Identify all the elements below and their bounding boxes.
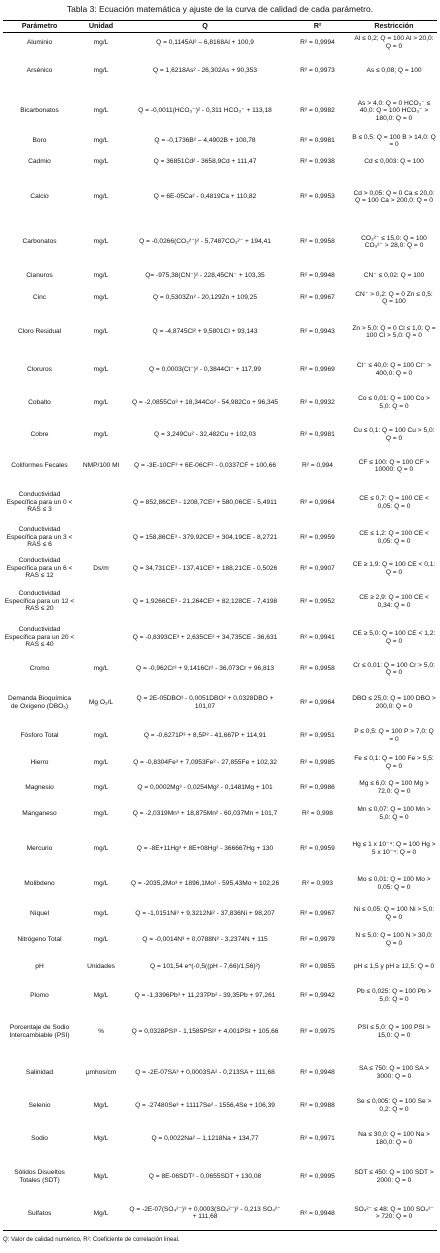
restriction-cell: Cl⁻ ≤ 40,0: Q = 100 Cl⁻ > 400,0: Q = 0: [356, 362, 432, 377]
table-row: [3, 220, 437, 265]
restriction-cell: SDT ≤ 450: Q = 100 SDT > 2000: Q = 0: [354, 1169, 434, 1184]
table-row: [3, 983, 437, 1009]
unit-cell: [76, 484, 126, 522]
equation-cell: Q = 36851Cd² - 3658,9Cd + 111,47: [153, 158, 257, 166]
equation-cell: Q = 1,6218As² - 26,302As + 90,353: [152, 67, 258, 75]
restriction-cell: Cr ≤ 0,01: Q = 100 Cr > 5,0: Q = 0: [353, 661, 435, 676]
r2-cell: R² = 0,9959: [300, 533, 335, 541]
param-cell: Selenio: [28, 1101, 51, 1109]
unit-cell: Mg/L: [93, 991, 109, 999]
unit-cell: mg/L: [93, 193, 109, 201]
restriction-cell: CE ≤ 1,2: Q = 100 CE < 0,05: Q = 0: [359, 530, 429, 545]
r2-cell: R² = 0,9907: [300, 564, 335, 572]
param-cell: Cianuros: [26, 271, 53, 279]
equation-cell: Q = -0,0011(HCO₃⁻)² - 0,311 HCO₃⁻ + 113,18: [138, 107, 272, 115]
restriction-cell: SO₄²⁻ ≤ 48: Q = 100 SO₄²⁻ > 720: Q = 0: [351, 1197, 437, 1231]
r2-cell: R² = 0,9967: [300, 909, 335, 917]
equation-cell: Q = -2,0319Mn³ + 18,875Mn² - 60,037Mn + 101,7: [132, 809, 278, 817]
table-row: [3, 522, 437, 554]
equation-cell: Q = -0,0266(CO₃²⁻)² - 5,7487CO₃²⁻ + 194,41: [139, 238, 271, 246]
header-parameter: Parámetro: [3, 21, 76, 33]
param-cell: Molibdeno: [24, 879, 55, 887]
param-cell: Sodio: [31, 1134, 48, 1142]
equation-cell: Q = 34,731CE³ - 137,41CE² + 188,21CE - 0,5026: [132, 564, 278, 572]
table-row: [3, 929, 437, 951]
param-cell: Sólidos Disueltos Totales (SDT): [14, 1169, 65, 1184]
param-cell: Níquel: [29, 909, 50, 917]
param-cell: Carbonatos: [22, 238, 57, 246]
param-cell: Arsénico: [26, 67, 53, 75]
unit-cell: mg/L: [93, 879, 109, 887]
equation-cell: Q = -2E-07SA³ + 0,0003SA² - 0,213SA + 111,68: [135, 1068, 275, 1076]
unit-cell: mg/L: [93, 398, 109, 406]
equation-cell: Q = -0,6271P³ + 8,5P² - 41,667P + 114,91: [143, 731, 267, 739]
restriction-cell: Fe ≤ 0,1: Q = 100 Fe > 5,5: Q = 0: [354, 755, 434, 770]
table-row: [3, 53, 437, 90]
restriction-cell: CE ≥ 5,0: Q = 100 CE < 1,2: Q = 0: [352, 630, 436, 645]
param-cell: Bicarbonatos: [20, 107, 59, 115]
r2-cell: R² = 0,994: [302, 462, 333, 470]
restriction-cell: CE ≤ 0,7: Q = 100 CE < 0,05: Q = 0: [359, 495, 429, 510]
r2-cell: R² = 0,9958: [300, 238, 335, 246]
restriction-cell: Co ≤ 0,01: Q = 100 Co > 5,0: Q = 0: [358, 395, 430, 410]
r2-cell: R² = 0,9964: [300, 498, 335, 506]
unit-cell: Mg O₂/L: [88, 698, 114, 706]
table-row: [3, 265, 437, 287]
equation-cell: Q = -4,8745Cl² + 9,5801Cl + 93,143: [152, 328, 258, 336]
r2-cell: R² = 0,9941: [300, 633, 335, 641]
table-row: [3, 656, 437, 683]
table-header-row: [3, 21, 437, 33]
equation-cell: Q = 158,86CE³ - 379,92CE² + 304,19CE - 8,2721: [132, 533, 278, 541]
unit-cell: mg/L: [93, 909, 109, 917]
equation-cell: Q = -0,1736B² – 4,4902B + 100,78: [154, 137, 256, 145]
restriction-cell: DBO ≤ 25,0: Q = 100 DBO > 200,0: Q = 0: [352, 695, 436, 710]
equation-cell: Q = 0,1145Al² – 6,8168Al + 100,9: [156, 39, 254, 47]
r2-cell: R² = 0,9948: [300, 271, 335, 279]
equation-cell: Q = 0,0002Mg³ - 0,0254Mg² - 0,1481Mg + 101: [137, 783, 273, 791]
equation-cell: Q = -2E-07(SO₄²⁻)³ + 0,0003(SO₄²⁻)² - 0,213 SO₄²⁻ + 111,68: [126, 1197, 284, 1231]
table-row: [3, 683, 437, 723]
unit-cell: %: [98, 1027, 104, 1035]
restriction-cell: CN⁻ ≤ 0,02: Q = 100: [363, 271, 425, 279]
table-row: [3, 421, 437, 449]
param-cell: Cinc: [32, 294, 47, 302]
table-row: [3, 150, 437, 175]
r2-cell: R² = 0,9932: [300, 398, 335, 406]
r2-cell: R² = 0,9952: [300, 597, 335, 605]
table-row: [3, 90, 437, 133]
table-row: [3, 777, 437, 799]
table-footnote: Q: Valor de calidad numérico, R²: Coeficiente de correlación lineal.: [3, 1237, 180, 1243]
header-r2: R²: [284, 21, 351, 33]
r2-cell: R² = 0,9981: [300, 430, 335, 438]
restriction-cell: As ≤ 0,08; Q = 100: [366, 67, 422, 75]
equation-cell: Q = 2E-05DBO³ - 0,0051DBO² + 0,0328DBO + 101,07: [136, 695, 274, 710]
equation-cell: Q = -27480Se³ + 11117Se² - 1556,4Se + 106,39: [135, 1101, 275, 1109]
table-row: [3, 1091, 437, 1121]
unit-cell: mg/L: [93, 328, 109, 336]
table-row: [3, 799, 437, 829]
equation-cell: Q= -975,38(CN⁻)² - 228,45CN⁻ + 103,35: [145, 271, 265, 279]
restriction-cell: Mg ≤ 6,0: Q = 100 Mg > 72,0: Q = 0: [359, 780, 429, 795]
r2-cell: R² = 0,9981: [300, 137, 335, 145]
unit-cell: mg/L: [93, 158, 109, 166]
restriction-cell: Cd > 0,05: Q = 0 Ca ≤ 20,0: Q = 100 Ca > 200,0: Q = 0: [353, 189, 435, 204]
r2-cell: R² = 0,9975: [300, 1027, 335, 1035]
table-row: [3, 385, 437, 421]
unit-cell: mg/L: [93, 935, 109, 943]
equation-cell: Q = -2035,2Mo³ + 1896,1Mo² - 595,43Mo + 102,26: [130, 879, 280, 887]
equation-cell: Q = -1,0151Ni³ + 9,3212Ni² - 37,836Ni + 98,207: [135, 909, 275, 917]
r2-cell: R² = 0,9979: [300, 935, 335, 943]
param-cell: Plomo: [30, 991, 49, 999]
param-cell: Sulfatos: [3, 1197, 76, 1231]
restriction-cell: Na ≤ 30,0: Q = 100 Na > 180,0: Q = 0: [358, 1131, 430, 1146]
restriction-cell: Cu ≤ 0,1: Q = 100 Cu > 5,0: Q = 0: [353, 427, 435, 442]
r2-cell: R² = 0,9995: [300, 1172, 335, 1180]
restriction-cell: As > 4,0: Q = 0 HCO₃⁻ ≤ 40,0: Q = 100 HCO₃⁻ > 180,0: Q = 0: [357, 99, 431, 122]
r2-cell: R² = 0,9855: [300, 962, 335, 970]
param-cell: Manganeso: [22, 809, 57, 817]
unit-cell: mg/L: [93, 107, 109, 115]
restriction-cell: Ni ≤ 0,05: Q = 100 Ni > 5,0: Q = 0: [353, 906, 435, 921]
r2-cell: R² = 0,9958: [300, 665, 335, 673]
param-cell: Nitrógeno Total: [17, 935, 62, 943]
restriction-cell: Hg ≤ 1 x 10⁻⁴: Q = 100 Hg > 5 x 10⁻⁴: Q = 0: [352, 841, 436, 856]
equation-cell: Q = 3,249Cu² - 32,482Cu + 102,03: [154, 430, 256, 438]
header-equation: Q: [126, 21, 284, 33]
table-row: [3, 1055, 437, 1091]
restriction-cell: Zn > 5,0: Q = 0 Cl ≤ 1,0: Q = 100 Cl > 5,0: Q = 0: [352, 324, 436, 339]
unit-cell: mg/L: [93, 731, 109, 739]
equation-cell: Q = 0,0328PSI³ - 1,1585PSI² + 4,001PSI + 105,66: [131, 1027, 279, 1035]
unit-cell: mg/L: [93, 365, 109, 373]
r2-cell: R² = 0,9948: [300, 1068, 335, 1076]
unit-cell: [76, 584, 126, 620]
equation-cell: Q = -0,8304Fe³ + 7,0953Fe² - 27,855Fe + 102,32: [133, 758, 277, 766]
unit-cell: mg/L: [93, 271, 109, 279]
param-cell: Cadmio: [28, 158, 51, 166]
table-row: [3, 554, 437, 584]
unit-cell: Unidades: [87, 962, 115, 970]
r2-cell: R² = 0,9942: [300, 991, 335, 999]
r2-cell: R² = 0,9994: [300, 39, 335, 47]
table-row: [3, 133, 437, 150]
table-row: [3, 355, 437, 385]
equation-cell: Q = -1,3396Pb³ + 11,237Pb² - 39,35Pb + 97,261: [134, 991, 276, 999]
param-cell: Conductividad Específica para un 20 < RAS ≤ 40: [4, 626, 75, 649]
table-row: [3, 584, 437, 620]
table-row: [3, 951, 437, 983]
param-cell: Boro: [32, 137, 47, 145]
unit-cell: [76, 620, 126, 656]
restriction-cell: N ≤ 5,0: Q = 100 N > 30,0: Q = 0: [355, 932, 433, 947]
unit-cell: mg/L: [93, 758, 109, 766]
equation-cell: Q = -2,0855Co³ + 18,344Co² - 54,982Co + 96,345: [131, 398, 279, 406]
param-cell: Mercurio: [26, 844, 53, 852]
r2-cell: R² = 0,9973: [300, 67, 335, 75]
table-row: [3, 1009, 437, 1055]
param-cell: Hierro: [30, 758, 49, 766]
unit-cell: mg/L: [93, 430, 109, 438]
param-cell: Fósforo Total: [20, 731, 59, 739]
restriction-cell: CE ≥ 2,9: Q = 100 CE < 0,34: Q = 0: [359, 594, 429, 609]
param-cell: Cloro Residual: [17, 328, 62, 336]
param-cell: Conductividad Específica para un 3 < RAS ≤ 6: [6, 526, 73, 549]
param-cell: Conductividad Específica para un 6 < RAS ≤ 12: [6, 557, 73, 580]
param-cell: Cobalto: [28, 398, 51, 406]
param-cell: Cromo: [29, 665, 50, 673]
unit-cell: µmhos/cm: [85, 1068, 117, 1076]
param-cell: Cobre: [30, 430, 49, 438]
equation-cell: Q = 6E-05Ca² - 0,4819Ca + 110,82: [153, 193, 257, 201]
restriction-cell: SA ≤ 750: Q = 100 SA > 3000: Q = 0: [359, 1065, 429, 1080]
r2-cell: R² = 0,9982: [300, 107, 335, 115]
restriction-cell: CE ≥ 1,9: Q = 100 CE < 0,1: Q = 0: [352, 561, 436, 576]
equation-cell: Q = -0,962Cr³ + 9,1416Cr² - 36,073Cr + 96,813: [136, 665, 274, 673]
table-row: [3, 899, 437, 929]
unit-cell: mg/L: [93, 67, 109, 75]
header-restriction: Restricción: [351, 21, 437, 33]
equation-cell: Q = 0,0003(Cl⁻)² - 0,3844Cl⁻ + 117,99: [148, 365, 262, 373]
equation-cell: Q = -0,0014N³ + 0,0788N² - 3,2374N + 115: [142, 935, 268, 943]
table-row: [3, 829, 437, 869]
restriction-cell: pH ≤ 1,5 y pH ≥ 12,5: Q = 0: [353, 962, 435, 970]
table-caption: Tabla 3: Ecuación matemática y ajuste de la curva de calidad de cada parámetro.: [66, 4, 374, 14]
param-cell: Salinidad: [25, 1068, 54, 1076]
unit-cell: mg/L: [93, 809, 109, 817]
restriction-cell: CO₃²⁻ ≤ 15,0: Q = 100 CO₃²⁻ > 28,0: Q = 0: [361, 234, 427, 249]
r2-cell: R² = 0,9953: [300, 193, 335, 201]
restriction-cell: Cd ≤ 0,003: Q = 100: [364, 158, 424, 166]
restriction-cell: Pb ≤ 0,025: Q = 100 Pb > 5,0: Q = 0: [356, 988, 432, 1003]
table-body: [3, 33, 437, 1231]
equation-cell: Q = -3E-10CF³ + 6E-06CF² - 0,0337CF + 100,66: [133, 462, 276, 470]
r2-cell: R² = 0,9971: [300, 1134, 335, 1142]
unit-cell: Ds/m: [93, 564, 109, 572]
param-cell: pH: [35, 962, 44, 970]
restriction-cell: B ≤ 0,5: Q = 100 B > 14,0: Q = 0: [352, 133, 436, 148]
param-cell: Magnesio: [25, 783, 54, 791]
restriction-cell: Al ≤ 0,2; Q = 100 Al > 20,0: Q = 0: [354, 35, 434, 50]
unit-cell: mg/L: [93, 294, 109, 302]
table-row: [3, 869, 437, 899]
table-row: [3, 449, 437, 484]
restriction-cell: Mo ≤ 0,01: Q = 100 Mo > 0,05: Q = 0: [357, 876, 431, 891]
param-cell: Coliformes Fecales: [11, 462, 68, 470]
unit-cell: mg/L: [93, 39, 109, 47]
param-cell: Conductividad Específica para un 12 < RAS ≤ 20: [4, 590, 75, 613]
r2-cell: R² = 0,9986: [300, 783, 335, 791]
param-cell: Porcentaje de Sodio Intercambiable (PSI): [9, 1024, 70, 1039]
unit-cell: mg/L: [93, 137, 109, 145]
r2-cell: R² = 0,9969: [300, 365, 335, 373]
r2-cell: R² = 0,9951: [300, 731, 335, 739]
unit-cell: NMP/100 Ml: [82, 462, 120, 470]
quality-curve-table: [3, 20, 437, 1231]
param-cell: Aluminio: [26, 39, 53, 47]
equation-cell: Q = 101,54 e^(-0,5((pH - 7,66)/1,56)²): [150, 962, 260, 970]
table-row: [3, 749, 437, 777]
r2-cell: R² = 0,9943: [300, 328, 335, 336]
restriction-cell: CN⁻ > 0,2: Q = 0 Zn ≤ 0,5: Q = 100: [355, 290, 433, 305]
table-row: [3, 1121, 437, 1157]
unit-cell: mg/L: [93, 665, 109, 673]
table-row: [3, 33, 437, 53]
unit-cell: mg/L: [93, 844, 109, 852]
restriction-cell: PSI ≤ 5,0: Q = 100 PSI > 15,0: Q = 0: [357, 1024, 431, 1039]
r2-cell: R² = 0,993: [302, 879, 333, 887]
param-cell: Cloruros: [27, 365, 52, 373]
header-unit: Unidad: [76, 21, 126, 33]
r2-cell: R² = 0,9988: [300, 1101, 335, 1109]
table-row: [3, 287, 437, 310]
restriction-cell: Mn ≤ 0,07: Q = 100 Mn > 5,0: Q = 0: [357, 806, 431, 821]
equation-cell: Q = 0,5303Zn² - 20,129Zn + 109,25: [152, 294, 258, 302]
table-row: [3, 1197, 437, 1231]
table-row: [3, 723, 437, 749]
table-row: [3, 310, 437, 355]
param-cell: Calcio: [30, 193, 49, 201]
unit-cell: mg/L: [93, 238, 109, 246]
restriction-cell: P ≤ 0,5: Q = 100 P > 7,0: Q = 0: [354, 728, 434, 743]
unit-cell: [76, 522, 126, 554]
table-row: [3, 1157, 437, 1197]
r2-cell: R² = 0,9964: [300, 698, 335, 706]
restriction-cell: CF ≤ 100: Q = 100 CF > 10000: Q = 0: [358, 458, 430, 473]
equation-cell: Q = -8E+11Hg³ + 8E+08Hg² - 366667Hg + 130: [136, 844, 274, 852]
table-row: [3, 484, 437, 522]
unit-cell: Mg/L: [93, 1134, 109, 1142]
equation-cell: Q = 1,9266CE³ - 21,264CE² + 82,128CE - 7,4198: [132, 597, 278, 605]
unit-cell: Mg/L: [93, 1101, 109, 1109]
restriction-cell: Se ≤ 0,005: Q = 100 Se > 0,2: Q = 0: [356, 1098, 432, 1113]
r2-cell: R² = 0,9948: [284, 1197, 351, 1231]
param-cell: Conductividad Específica para un 0 < RAS ≤ 3: [6, 491, 73, 514]
r2-cell: R² = 0,9967: [300, 294, 335, 302]
param-cell: Demanda Bioquímica de Oxígeno (DBO₅): [7, 695, 72, 710]
r2-cell: R² = 0,9938: [300, 158, 335, 166]
r2-cell: R² = 0,998: [302, 809, 333, 817]
equation-cell: Q = 8E-06SDT² - 0,0655SDT + 130,08: [148, 1172, 262, 1180]
equation-cell: Q = -0,8393CE³ + 2,635CE² + 34,735CE - 36,631: [132, 633, 278, 641]
r2-cell: R² = 0,9959: [300, 844, 335, 852]
equation-cell: Q = 852,86CE³ - 1208,7CE² + 580,06CE - 5,4911: [133, 498, 277, 506]
equation-cell: Q = 0,0022Na² – 1,1218Na + 134,77: [151, 1134, 259, 1142]
table-row: [3, 620, 437, 656]
r2-cell: R² = 0,9985: [300, 758, 335, 766]
table-row: [3, 175, 437, 220]
unit-cell: Mg/L: [76, 1197, 126, 1231]
unit-cell: mg/L: [93, 783, 109, 791]
unit-cell: Mg/L: [93, 1172, 109, 1180]
